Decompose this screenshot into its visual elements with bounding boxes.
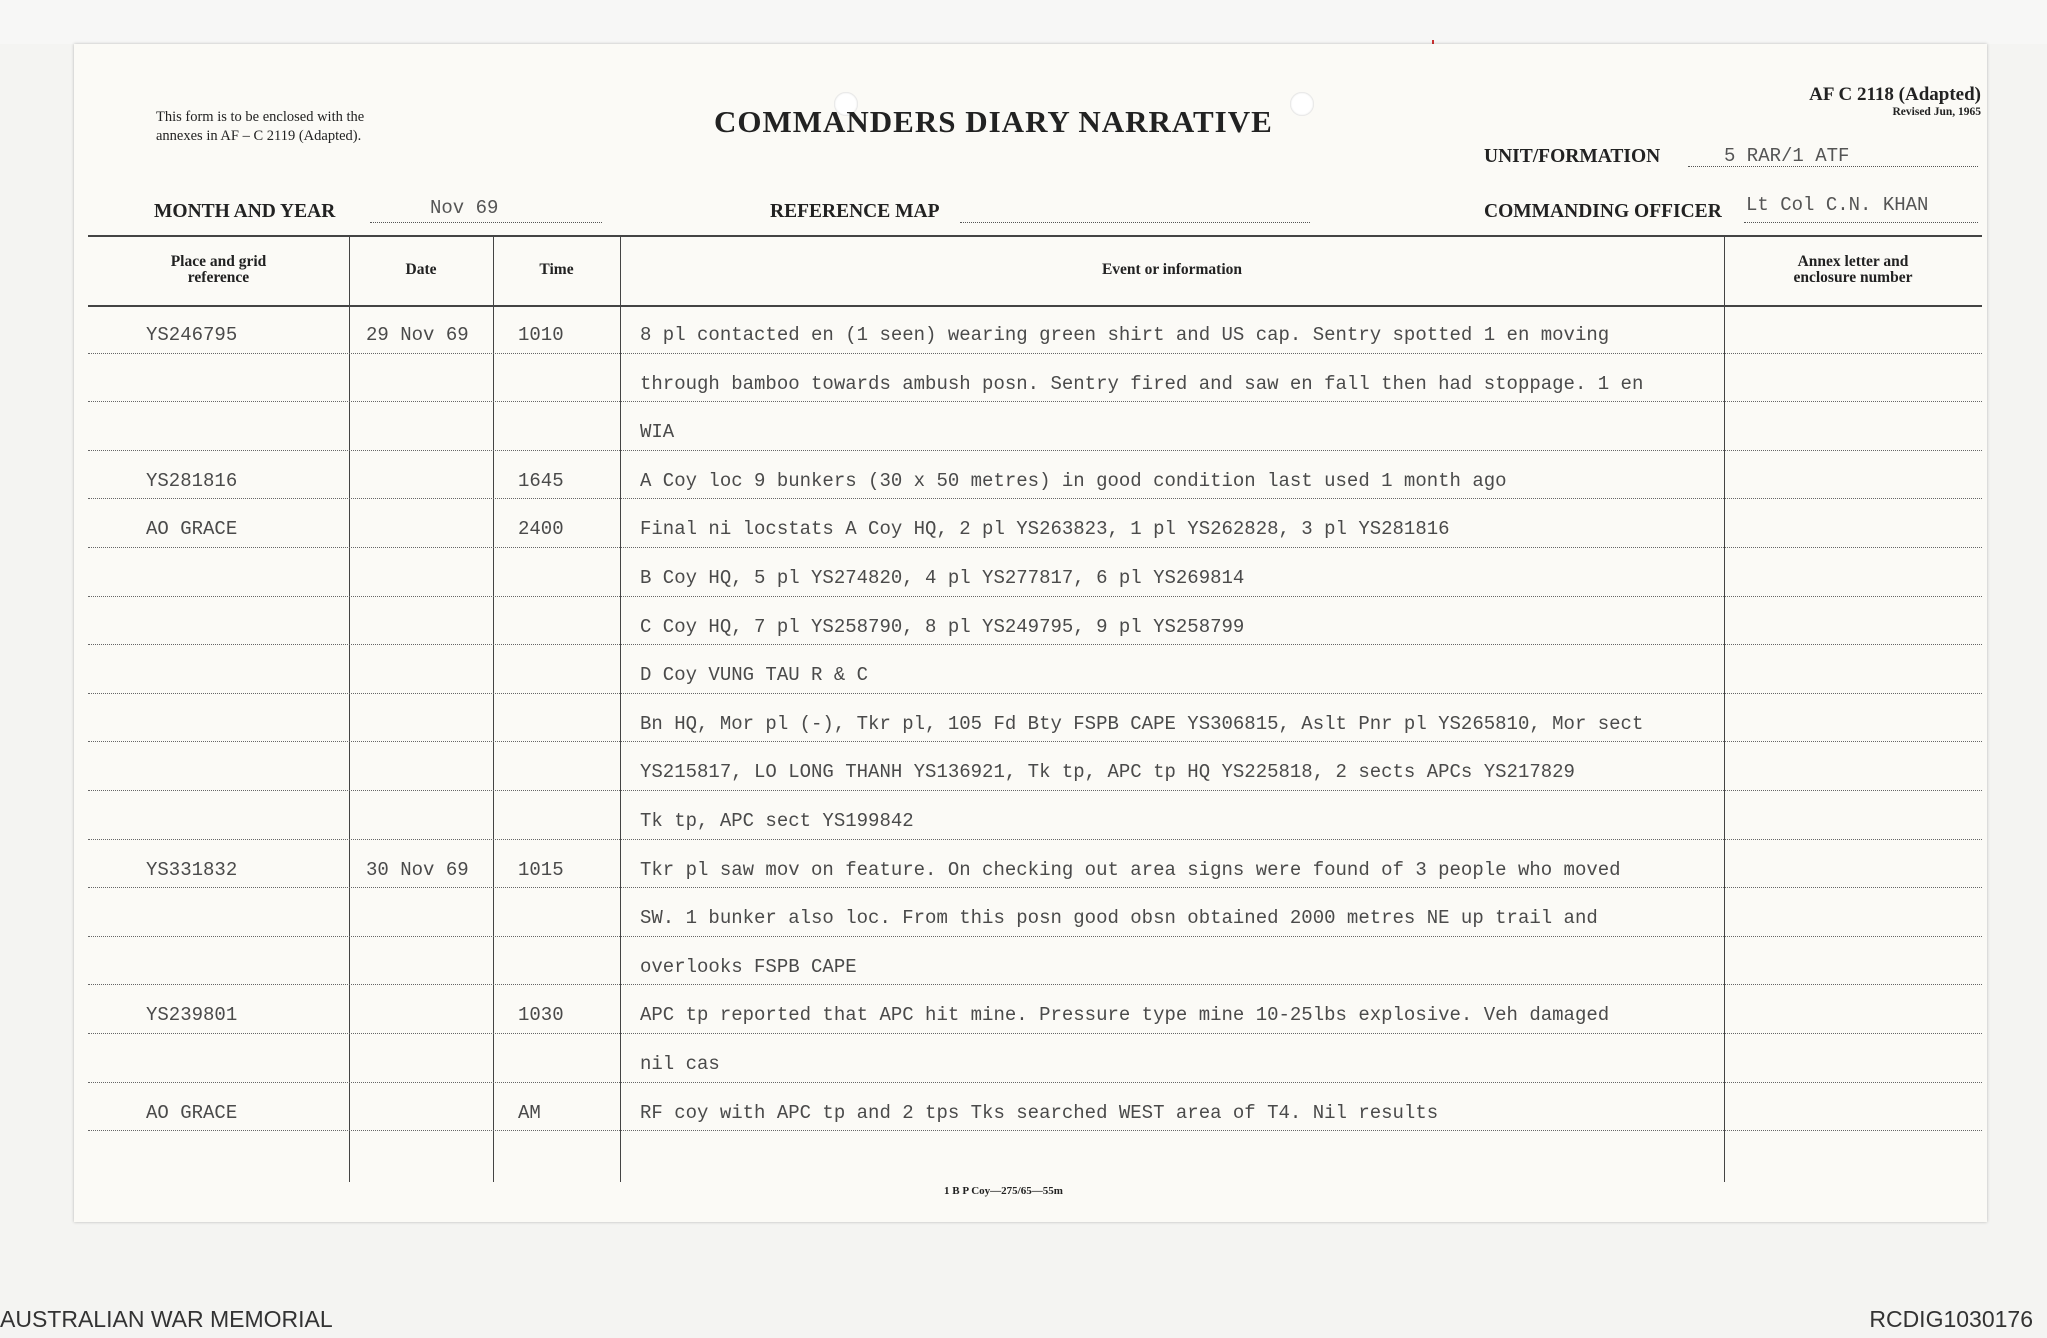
col-header-place-line: Place and grid <box>170 253 267 270</box>
month-year-label: MONTH AND YEAR <box>154 201 336 222</box>
row-dotted-rule <box>88 547 1982 548</box>
cell-event: RF coy with APC tp and 2 tps Tks searched WEST area of T4. Nil results <box>640 1101 1439 1124</box>
cell-event: A Coy loc 9 bunkers (30 x 50 metres) in good condition last used 1 month ago <box>640 469 1507 492</box>
cell-place: AO GRACE <box>146 518 238 541</box>
caption-right: RCDIG1030176 <box>1869 1306 2033 1332</box>
cell-date: 30 Nov 69 <box>366 858 469 881</box>
col-divider <box>620 235 621 1182</box>
col-header-annex-line: Annex letter and <box>1797 253 1909 270</box>
cell-time: 2400 <box>518 518 564 541</box>
row-dotted-rule <box>88 1130 1982 1131</box>
row-dotted-rule <box>88 1033 1982 1034</box>
row-dotted-rule <box>88 984 1982 985</box>
table-top-rule <box>88 235 1982 237</box>
month-dotline <box>370 222 602 223</box>
cell-event: Tkr pl saw mov on feature. On checking out area signs were found of 3 people who moved <box>640 858 1621 881</box>
cell-event: through bamboo towards ambush posn. Sentry fired and saw en fall then had stoppage. 1 en <box>640 372 1644 395</box>
cell-time: 1015 <box>518 858 564 881</box>
cell-event: B Coy HQ, 5 pl YS274820, 4 pl YS277817, 6 pl YS269814 <box>640 567 1245 589</box>
form-title: COMMANDERS DIARY NARRATIVE <box>714 104 1273 139</box>
cell-time: 1010 <box>518 324 564 346</box>
col-divider <box>1724 235 1725 1182</box>
col-header-time: Time <box>539 261 574 278</box>
col-header-date: Date <box>405 261 437 278</box>
row-dotted-rule <box>88 839 1982 840</box>
cell-place: YS239801 <box>146 1004 238 1027</box>
caption-left: AUSTRALIAN WAR MEMORIAL <box>0 1306 333 1332</box>
enclosure-note-line: annexes in AF – C 2119 (Adapted). <box>156 128 362 144</box>
cell-place: YS246795 <box>146 324 238 346</box>
row-dotted-rule <box>88 936 1982 937</box>
cell-event: Bn HQ, Mor pl (-), Tkr pl, 105 Fd Bty FSPB CAPE YS306815, Aslt Pnr pl YS265810, Mor sect <box>640 712 1644 735</box>
col-header-annex <box>1724 254 1982 286</box>
col-divider <box>493 235 494 1182</box>
cell-event: 8 pl contacted en (1 seen) wearing green shirt and US cap. Sentry spotted 1 en moving <box>640 324 1610 346</box>
revised-date: Revised Jun, 1965 <box>1892 106 1981 118</box>
row-dotted-rule <box>88 401 1982 402</box>
row-dotted-rule <box>88 693 1982 694</box>
col-header-annex-line: enclosure number <box>1793 269 1913 286</box>
cell-time: 1645 <box>518 469 564 492</box>
cell-date: 29 Nov 69 <box>366 324 469 346</box>
enclosure-note <box>156 108 364 146</box>
co-dotline <box>1744 222 1978 223</box>
form-number-block <box>1809 84 1981 118</box>
cell-time: AM <box>518 1101 541 1124</box>
cell-event: SW. 1 bunker also loc. From this posn good obsn obtained 2000 metres NE up trail and <box>640 907 1598 930</box>
cell-place: AO GRACE <box>146 1101 238 1124</box>
row-dotted-rule <box>88 644 1982 645</box>
form-number: AF C 2118 (Adapted) <box>1809 84 1981 105</box>
row-dotted-rule <box>88 1082 1982 1083</box>
reference-map-label: REFERENCE MAP <box>770 201 940 222</box>
cell-place: YS331832 <box>146 858 238 881</box>
cell-event: YS215817, LO LONG THANH YS136921, Tk tp, APC tp HQ YS225818, 2 sects APCs YS217829 <box>640 761 1575 784</box>
cell-time: 1030 <box>518 1004 564 1027</box>
row-dotted-rule <box>88 741 1982 742</box>
unit-label: UNIT/FORMATION <box>1484 146 1661 167</box>
top-band <box>0 0 2047 44</box>
cell-event: APC tp reported that APC hit mine. Pressure type mine 10-25lbs explosive. Veh damaged <box>640 1004 1610 1027</box>
row-dotted-rule <box>88 353 1982 354</box>
row-dotted-rule <box>88 790 1982 791</box>
cell-event: D Coy VUNG TAU R & C <box>640 664 869 687</box>
print-code: 1 B P Coy—275/65—55m <box>944 1185 1063 1197</box>
cell-place: YS281816 <box>146 469 238 492</box>
cell-event: overlooks FSPB CAPE <box>640 955 857 978</box>
table-header-rule <box>88 305 1982 307</box>
cell-event: Final ni locstats A Coy HQ, 2 pl YS263823, 1 pl YS262828, 3 pl YS281816 <box>640 518 1450 541</box>
commanding-officer-value: Lt Col C.N. KHAN <box>1746 194 1929 216</box>
diary-form-sheet <box>74 44 1987 1222</box>
cell-event: Tk tp, APC sect YS199842 <box>640 810 914 832</box>
col-divider <box>349 235 350 1182</box>
map-dotline <box>960 222 1310 223</box>
punch-hole <box>1290 92 1314 116</box>
row-dotted-rule <box>88 498 1982 499</box>
commanding-officer-label: COMMANDING OFFICER <box>1484 201 1722 222</box>
row-dotted-rule <box>88 887 1982 888</box>
enclosure-note-line: This form is to be enclosed with the <box>156 109 365 125</box>
cell-event: WIA <box>640 421 675 444</box>
cell-event: C Coy HQ, 7 pl YS258790, 8 pl YS249795, 9 pl YS258799 <box>640 615 1245 638</box>
col-header-event: Event or information <box>1101 261 1243 278</box>
row-dotted-rule <box>88 596 1982 597</box>
cell-event: nil cas <box>640 1053 720 1075</box>
col-header-place <box>88 254 349 286</box>
unit-value: 5 RAR/1 ATF <box>1724 145 1850 167</box>
month-year-value: Nov 69 <box>430 197 499 219</box>
row-dotted-rule <box>88 450 1982 451</box>
col-header-place-line: reference <box>187 269 250 286</box>
